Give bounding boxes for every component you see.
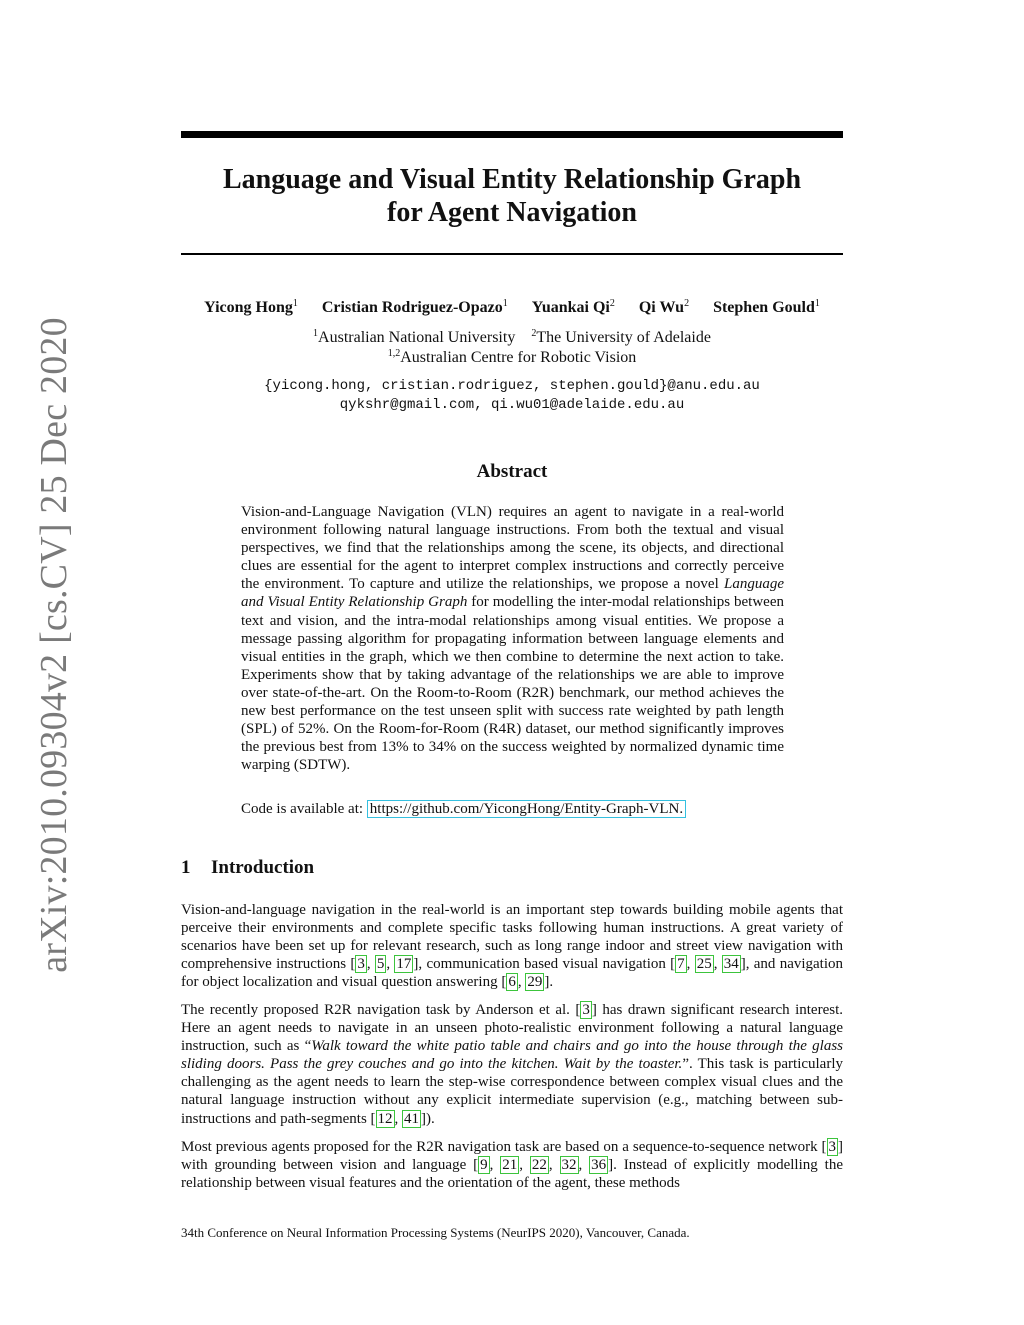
affiliation-anu: Australian National University bbox=[318, 329, 516, 346]
citation-link[interactable]: 9 bbox=[480, 1157, 488, 1174]
text-run: Vision-and-language navigation in the real-world is an important step towards building mobile agents that perceive their environments and complete specific tasks following human instructions. A great variety of scenarios have been set up for relevant research, such as long range indoor and street view navigation with comprehensive instructions [ bbox=[181, 902, 843, 973]
affiliation-adelaide: The University of Adelaide bbox=[536, 329, 711, 346]
top-rule bbox=[181, 131, 843, 138]
citation-link[interactable]: 17 bbox=[396, 956, 412, 973]
abstract-method-name: Language and Visual Entity Relationship Graph bbox=[241, 576, 784, 611]
arxiv-id-text: arXiv:2010.09304v2 [cs.CV] 25 Dec 2020 bbox=[33, 317, 75, 973]
citation-link[interactable]: 34 bbox=[723, 956, 739, 973]
author-rodriguez-opazo bbox=[322, 299, 508, 316]
author-hong bbox=[204, 299, 298, 316]
author-affil-mark: 1 bbox=[502, 298, 508, 309]
text-run: ”. This task is particularly challenging as the agent needs to learn the step-wise correspondence between complex visual clues and the natural language instruction without any explicit intermediate supervision (e.g., matching between sub-instructions and path-segments [ bbox=[181, 1056, 844, 1127]
citation-link[interactable]: 7 bbox=[677, 956, 685, 973]
author-name: Yicong Hong bbox=[204, 299, 293, 316]
text-run: ] has drawn significant research interest. Here an agent needs to navigate in an unseen photo-realistic environment following a natural language instruction, such as “ bbox=[181, 1002, 843, 1055]
citation-link[interactable]: 29 bbox=[527, 974, 543, 991]
text-run: Most previous agents proposed for the R2R navigation task are based on a sequence-to-sequence network [ bbox=[181, 1139, 827, 1155]
text-run: ] with grounding between vision and language [ bbox=[181, 1139, 843, 1174]
text-run: The recently proposed R2R navigation task by Anderson et al. [ bbox=[181, 1002, 581, 1018]
affiliations-line-1 bbox=[181, 329, 843, 347]
citation-link[interactable]: 41 bbox=[404, 1110, 420, 1127]
code-availability bbox=[241, 801, 801, 818]
author-affil-mark: 1 bbox=[292, 298, 298, 309]
affil-mark: 1,2 bbox=[387, 348, 401, 359]
intro-paragraph-2: The recently proposed R2R navigation task by Anderson et al. [ 3 ] has drawn significant research interest. Here an agent needs to navigate in an unseen photo-realistic environment following a natural language instruction, such as “Walk toward the white patio table and chairs and go into the house through the glass sliding doors. Pass the grey couches and go into the kitchen. Wait by the toaster.”. This task is particularly challenging as the agent needs to learn the step-wise correspondence between complex visual clues and the natural language instruction without any explicit intermediate supervision (e.g., matching between sub-instructions and path-segments [ 12 , 41 ]). bbox=[181, 1002, 844, 1127]
section-title: Introduction bbox=[211, 857, 315, 878]
title-line-2: for Agent Navigation bbox=[387, 197, 637, 228]
citation-link[interactable]: 6 bbox=[508, 974, 516, 991]
abstract-heading: Abstract bbox=[476, 461, 548, 482]
citation-link[interactable]: 3 bbox=[582, 1002, 590, 1018]
github-link[interactable]: https://github.com/YicongHong/Entity-Graph-VLN. bbox=[367, 800, 686, 818]
affil-mark: 1 bbox=[313, 328, 319, 339]
conference-footnote: 34th Conference on Neural Information Processing Systems (NeurIPS 2020), Vancouver, Canada. bbox=[181, 1225, 690, 1240]
author-name: Yuankai Qi bbox=[531, 299, 610, 316]
affiliations-line-2 bbox=[181, 349, 843, 367]
text-run: ]. Instead of explicitly modelling the relationship between visual features and the orientation of the agent, these methods bbox=[181, 1157, 843, 1192]
text-run: ], communication based visual navigation [ bbox=[413, 956, 676, 973]
author-list bbox=[181, 299, 843, 317]
paper-title bbox=[181, 163, 843, 229]
affil-mark: 2 bbox=[531, 328, 537, 339]
citation-link[interactable]: 5 bbox=[376, 956, 385, 973]
citation-link[interactable]: 25 bbox=[696, 956, 712, 973]
email-line-2: qykshr@gmail.com, qi.wu01@adelaide.edu.au bbox=[339, 397, 685, 413]
intro-paragraph-3: Most previous agents proposed for the R2R navigation task are based on a sequence-to-sequence network [ 3 ] with grounding between vision and language [ 9 , 21 , 22 , 32 , 36 ]. Instead of explicitly modelling the relationship between visual features and the orientation of the agent, these methods bbox=[181, 1139, 843, 1192]
citation-link[interactable]: 36 bbox=[591, 1157, 607, 1174]
text-run: ]). bbox=[421, 1110, 435, 1127]
section-heading-introduction bbox=[181, 857, 314, 879]
author-affil-mark: 2 bbox=[609, 298, 615, 309]
author-gould bbox=[713, 299, 820, 316]
citation-link[interactable]: 21 bbox=[502, 1157, 518, 1174]
citation-link[interactable]: 22 bbox=[531, 1157, 547, 1174]
citation-link[interactable]: 32 bbox=[561, 1157, 577, 1174]
abstract-text-part: Vision-and-Language Navigation (VLN) requires an agent to navigate in a real-world environment following natural language instructions. From both the textual and visual perspectives, we find that the relationships among the scene, its objects, and directional clues are essential for the agent to interpret complex instructions and correctly perceive the environment. To capture and utilize the relationships, we propose a novel bbox=[241, 504, 784, 593]
author-name: Qi Wu bbox=[638, 299, 685, 316]
example-instruction: Walk toward the white patio table and chairs and go into the house through the glass sliding doors. Pass the grey couches and go into the kitchen. Wait by the toaster. bbox=[181, 1038, 843, 1073]
author-name: Cristian Rodriguez-Opazo bbox=[321, 299, 503, 316]
code-prefix: Code is available at: bbox=[241, 801, 367, 817]
title-line-1: Language and Visual Entity Relationship Graph bbox=[222, 164, 802, 195]
text-run: ], and navigation for object localization and visual question answering [ bbox=[181, 956, 844, 991]
author-affil-mark: 2 bbox=[684, 298, 690, 309]
email-line-1: {yicong.hong, cristian.rodriguez, stephen.gould}@anu.edu.au bbox=[264, 378, 760, 394]
author-affil-mark: 1 bbox=[814, 298, 820, 309]
author-name: Stephen Gould bbox=[713, 299, 815, 316]
citation-link[interactable]: 3 bbox=[357, 956, 365, 973]
intro-paragraph-1: Vision-and-language navigation in the real-world is an important step towards building mobile agents that perceive their environments and complete specific tasks following human instructions. A great variety of scenarios have been set up for relevant research, such as long range indoor and street view navigation with comprehensive instructions [ 3 , 5 , 17 ], communication based visual navigation [ 7 , 25 , 34 ], and navigation for object localization and visual question answering [ 6 , 29 ]. bbox=[181, 902, 844, 991]
section-number: 1 bbox=[181, 857, 191, 878]
abstract-text-part: for modelling the inter-modal relationships between text and vision, and the intra-modal relationships among visual entities. We propose a message passing algorithm for propagating information between language elements and visual entities in the graph, which we then combine to determine the next action to take. Experiments show that by taking advantage of the relationships we are able to improve over state-of-the-art. On the Room-to-Room (R2R) benchmark, our method achieves the new best performance on the test unseen split with success rate weighted by path length (SPL) of 52%. On the Room-for-Room (R4R) dataset, our method significantly improves the previous best from 13% to 34% on the success weighted by normalized dynamic time warping (SDTW). bbox=[241, 594, 784, 774]
text-run: ]. bbox=[544, 974, 554, 991]
citation-link[interactable]: 3 bbox=[828, 1139, 836, 1155]
affiliation-acrv: Australian Centre for Robotic Vision bbox=[400, 349, 637, 366]
author-wu bbox=[639, 299, 689, 316]
abstract-text bbox=[241, 503, 784, 774]
citation-link[interactable]: 12 bbox=[377, 1110, 393, 1127]
author-qi bbox=[532, 299, 615, 316]
title-bottom-rule bbox=[181, 253, 843, 255]
